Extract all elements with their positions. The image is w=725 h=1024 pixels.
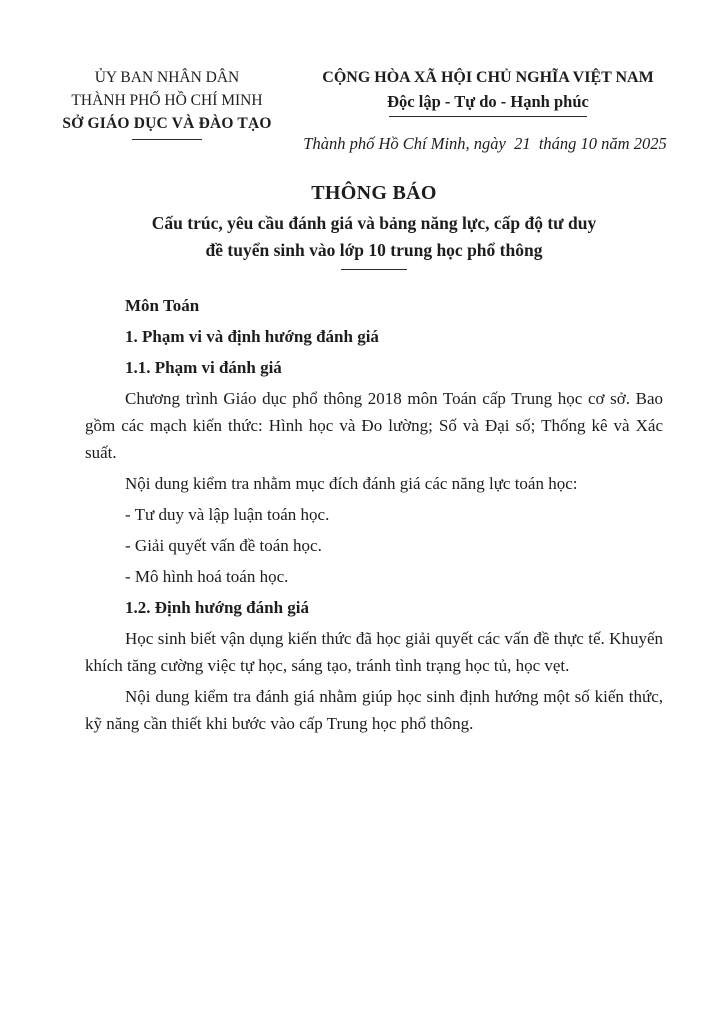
doc-title: THÔNG BÁO xyxy=(311,182,437,204)
national-motto-underline xyxy=(389,116,587,117)
list-item-giai-quyet: - Giải quyết vấn đề toán học. xyxy=(125,536,322,555)
issuer-line-3: SỞ GIÁO DỤC VÀ ĐÀO TẠO xyxy=(62,115,272,132)
doc-subtitle-line2: đề tuyển sinh vào lớp 10 trung học phổ thông xyxy=(205,240,543,260)
header-issuer-block xyxy=(52,66,282,140)
para-orientation-2: Nội dung kiểm tra đánh giá nhằm giúp học sinh định hướng một số kiến thức, kỹ năng cần thiết khi bước vào cấp Trung học phổ thông. xyxy=(85,687,663,733)
national-motto-line: Độc lập - Tự do - Hạnh phúc xyxy=(387,92,589,111)
heading-section-1: 1. Phạm vi và định hướng đánh giá xyxy=(125,327,379,346)
list-item-tu-duy: - Tư duy và lập luận toán học. xyxy=(125,505,330,524)
title-underline xyxy=(341,269,407,270)
issuer-line-2: THÀNH PHỐ HỒ CHÍ MINH xyxy=(71,92,263,109)
doc-subtitle-line1: Cấu trúc, yêu cầu đánh giá và bảng năng lực, cấp độ tư duy xyxy=(151,213,597,233)
issuer-line-1: ỦY BAN NHÂN DÂN xyxy=(94,69,240,86)
heading-section-1-2: 1.2. Định hướng đánh giá xyxy=(125,598,310,617)
heading-subject: Môn Toán xyxy=(125,296,200,315)
para-scope: Chương trình Giáo dục phổ thông 2018 môn Toán cấp Trung học cơ sở. Bao gồm các mạch kiến thức: Hình học và Đo lường; Số và Đại số; Thống kê và Xác suất. xyxy=(85,389,663,462)
document-body xyxy=(85,292,663,741)
para-purpose: Nội dung kiểm tra nhằm mục đích đánh giá các năng lực toán học: xyxy=(125,474,578,493)
issuer-underline xyxy=(132,139,202,140)
header-national-block xyxy=(310,66,666,117)
title-block xyxy=(85,180,663,270)
list-item-mo-hinh: - Mô hình hoá toán học. xyxy=(125,567,289,586)
heading-section-1-1: 1.1. Phạm vi đánh giá xyxy=(125,358,282,377)
national-title-line: CỘNG HÒA XÃ HỘI CHỦ NGHĨA VIỆT NAM xyxy=(322,69,654,86)
para-orientation-1: Học sinh biết vận dụng kiến thức đã học giải quyết các vấn đề thực tế. Khuyến khích tăng cường việc tự học, sáng tạo, tránh tình trạng học tủ, học vẹt. xyxy=(85,629,663,675)
dateline: Thành phố Hồ Chí Minh, ngày 21 tháng 10 năm 2025 xyxy=(303,134,667,153)
